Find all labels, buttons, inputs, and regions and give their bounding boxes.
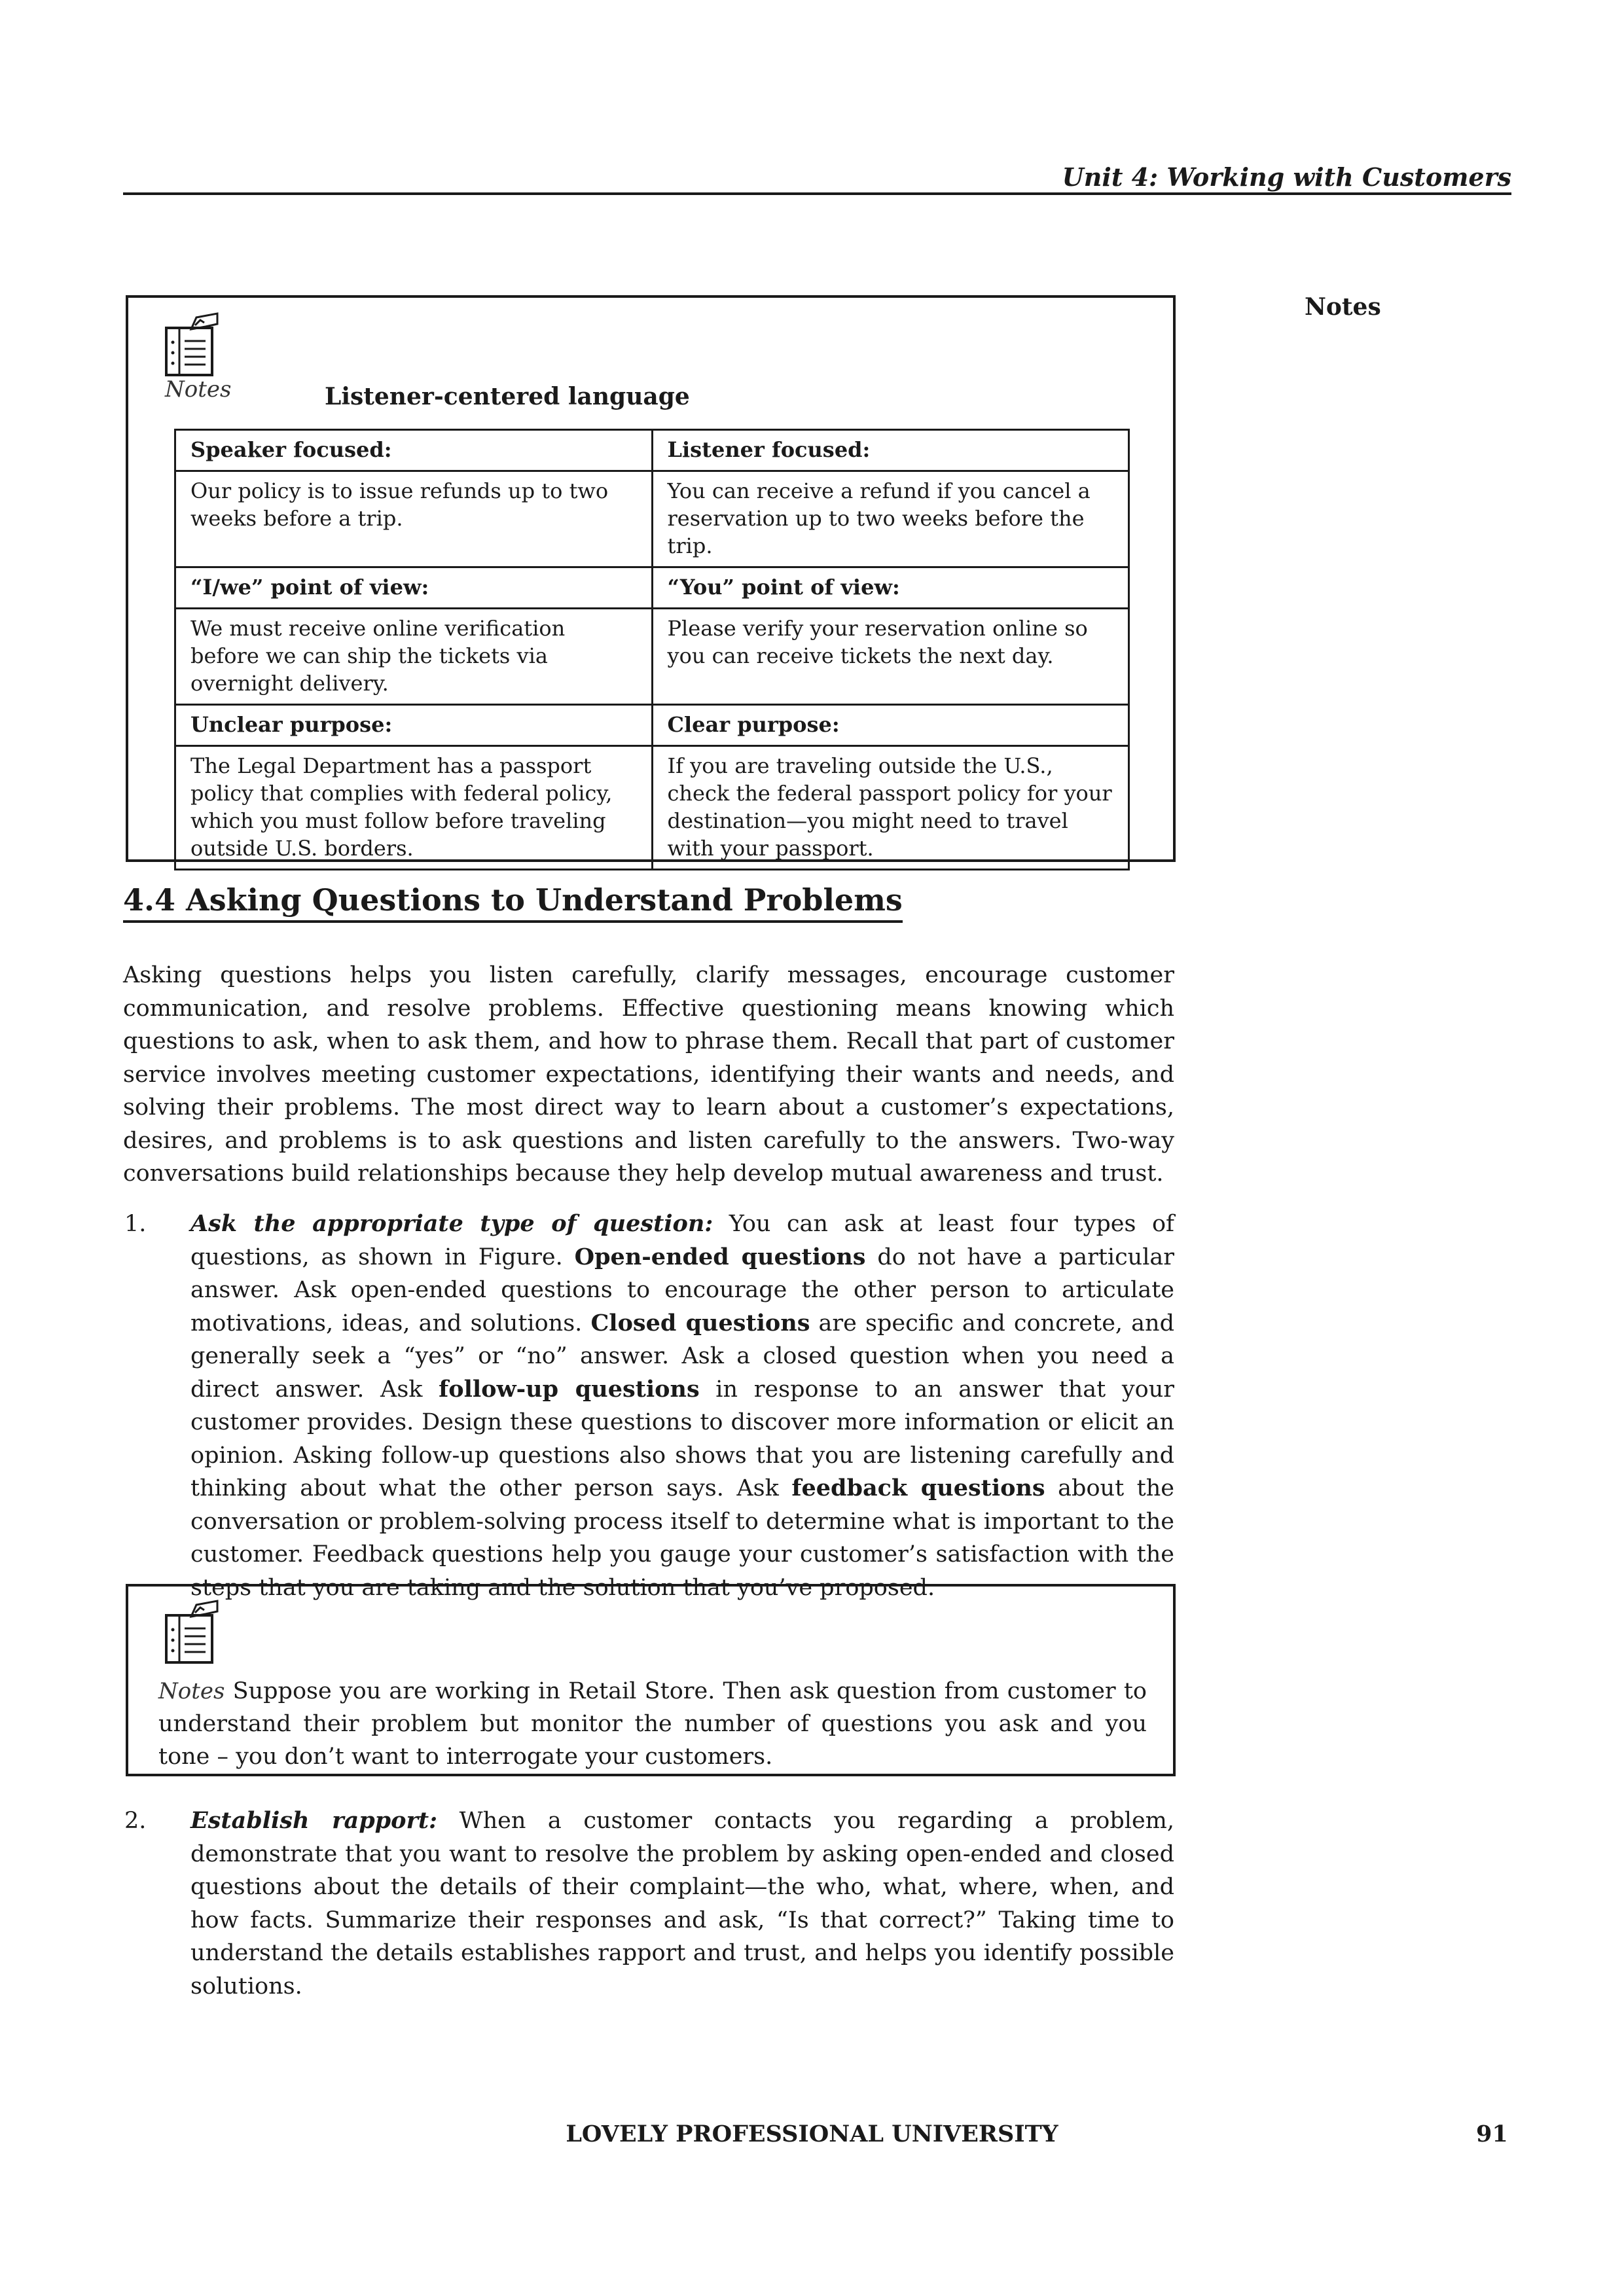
notes-box-listener-language	[126, 295, 1176, 862]
table-header-cell: “You” point of view:	[652, 567, 1129, 609]
table-header-cell: “I/we” point of view:	[175, 567, 653, 609]
list-number-2: 2.	[124, 1808, 147, 1834]
running-header: Unit 4: Working with Customers	[1062, 162, 1511, 192]
item-lead: Ask the appropriate type of question:	[190, 1210, 713, 1237]
item-text: in response to an answer that your customer provides. Design these questions to discover more information or elicit an opinion. Asking follow-up questions also shows that you are listening carefully and thinking about what the other person says. Ask	[190, 1376, 1175, 1501]
table-cell: We must receive online verification before we can ship the tickets via overnight delivery.	[175, 609, 653, 705]
table-header-cell: Clear purpose:	[652, 705, 1129, 746]
item-text: do not have a particular answer. Ask open-ended questions to encourage the other person to articulate motivations, ideas, and solutions.	[190, 1244, 1174, 1336]
notes-box-text	[158, 1675, 1147, 1773]
notes-caption: Notes	[158, 1678, 225, 1704]
table-cell: If you are traveling outside the U.S., check the federal passport policy for your destination—you might need to travel with your passport.	[652, 746, 1129, 870]
notes-box-retail-tip	[126, 1584, 1176, 1776]
footer-university: LOVELY PROFESSIONAL UNIVERSITY	[566, 2121, 1058, 2147]
term-follow-up: follow-up questions	[439, 1375, 700, 1403]
listener-language-table	[174, 429, 1130, 870]
table-row	[175, 609, 1129, 705]
table-cell: You can receive a refund if you cancel a reservation up to two weeks before the trip.	[652, 471, 1129, 567]
list-item-question-types	[190, 1208, 1174, 1604]
table-header-row	[175, 705, 1129, 746]
table-cell: Please verify your reservation online so you can receive tickets the next day.	[652, 609, 1129, 705]
margin-notes-label: Notes	[1305, 293, 1381, 321]
page-number: 91	[1476, 2121, 1508, 2147]
notes-icon	[158, 308, 224, 380]
term-feedback: feedback questions	[791, 1475, 1045, 1501]
term-closed: Closed questions	[590, 1309, 810, 1336]
header-rule	[123, 192, 1511, 195]
list-number-1: 1.	[124, 1211, 147, 1237]
item-text: When a customer contacts you regarding a problem, demonstrate that you want to resolve the problem by asking open-ended and closed questions about the details of their complaint—the who, what, where, when, and how facts. Summarize their responses and ask, “Is that correct?” Taking time to understand the details establishes rapport and trust, and helps you identify possible solutions.	[190, 1808, 1174, 2000]
table-cell: The Legal Department has a passport policy that complies with federal policy, which you must follow before traveling outside U.S. borders.	[175, 746, 653, 870]
table-cell: Our policy is to issue refunds up to two weeks before a trip.	[175, 471, 653, 567]
item-lead: Establish rapport:	[190, 1807, 438, 1834]
table-header-row	[175, 567, 1129, 609]
table-header-row	[175, 430, 1129, 471]
intro-paragraph: Asking questions helps you listen carefully, clarify messages, encourage customer communication, and resolve problems. Effective questioning means knowing which questions to ask, when to ask them, and how to phrase them. Recall that part of customer service involves meeting customer expectations, identifying their wants and needs, and solving their problems. The most direct way to learn about a customer’s expectations, desires, and problems is to ask questions and listen carefully to the answers. Two-way conversations build relationships because they help develop mutual awareness and trust.	[123, 962, 1174, 1187]
table-header-cell: Listener focused:	[652, 430, 1129, 471]
item-text: are specific and concrete, and generally seek a “yes” or “no” answer. Ask a closed question when you need a direct answer. Ask	[190, 1310, 1174, 1403]
table-row	[175, 471, 1129, 567]
item-text: about the conversation or problem-solving process itself to determine what is important to the customer. Feedback questions help you gauge your customer’s satisfaction with the steps that you are taking and the solution that you’ve proposed.	[190, 1475, 1174, 1601]
notes-caption: Notes	[165, 376, 232, 403]
notes-icon	[158, 1596, 224, 1668]
notes-box-title: Listener-centered language	[325, 383, 690, 410]
section-heading: 4.4 Asking Questions to Understand Problems	[123, 882, 903, 923]
table-header-cell: Unclear purpose:	[175, 705, 653, 746]
list-item-establish-rapport	[190, 1804, 1174, 2003]
table-header-cell: Speaker focused:	[175, 430, 653, 471]
table-row	[175, 746, 1129, 870]
item-text: You can ask at least four types of questions, as shown in Figure.	[190, 1211, 1174, 1270]
notes-body: Suppose you are working in Retail Store. Then ask question from customer to understand their problem but monitor the number of questions you ask and you tone – you don’t want to interrogate your customers.	[158, 1678, 1147, 1770]
term-open-ended: Open-ended questions	[574, 1243, 866, 1270]
